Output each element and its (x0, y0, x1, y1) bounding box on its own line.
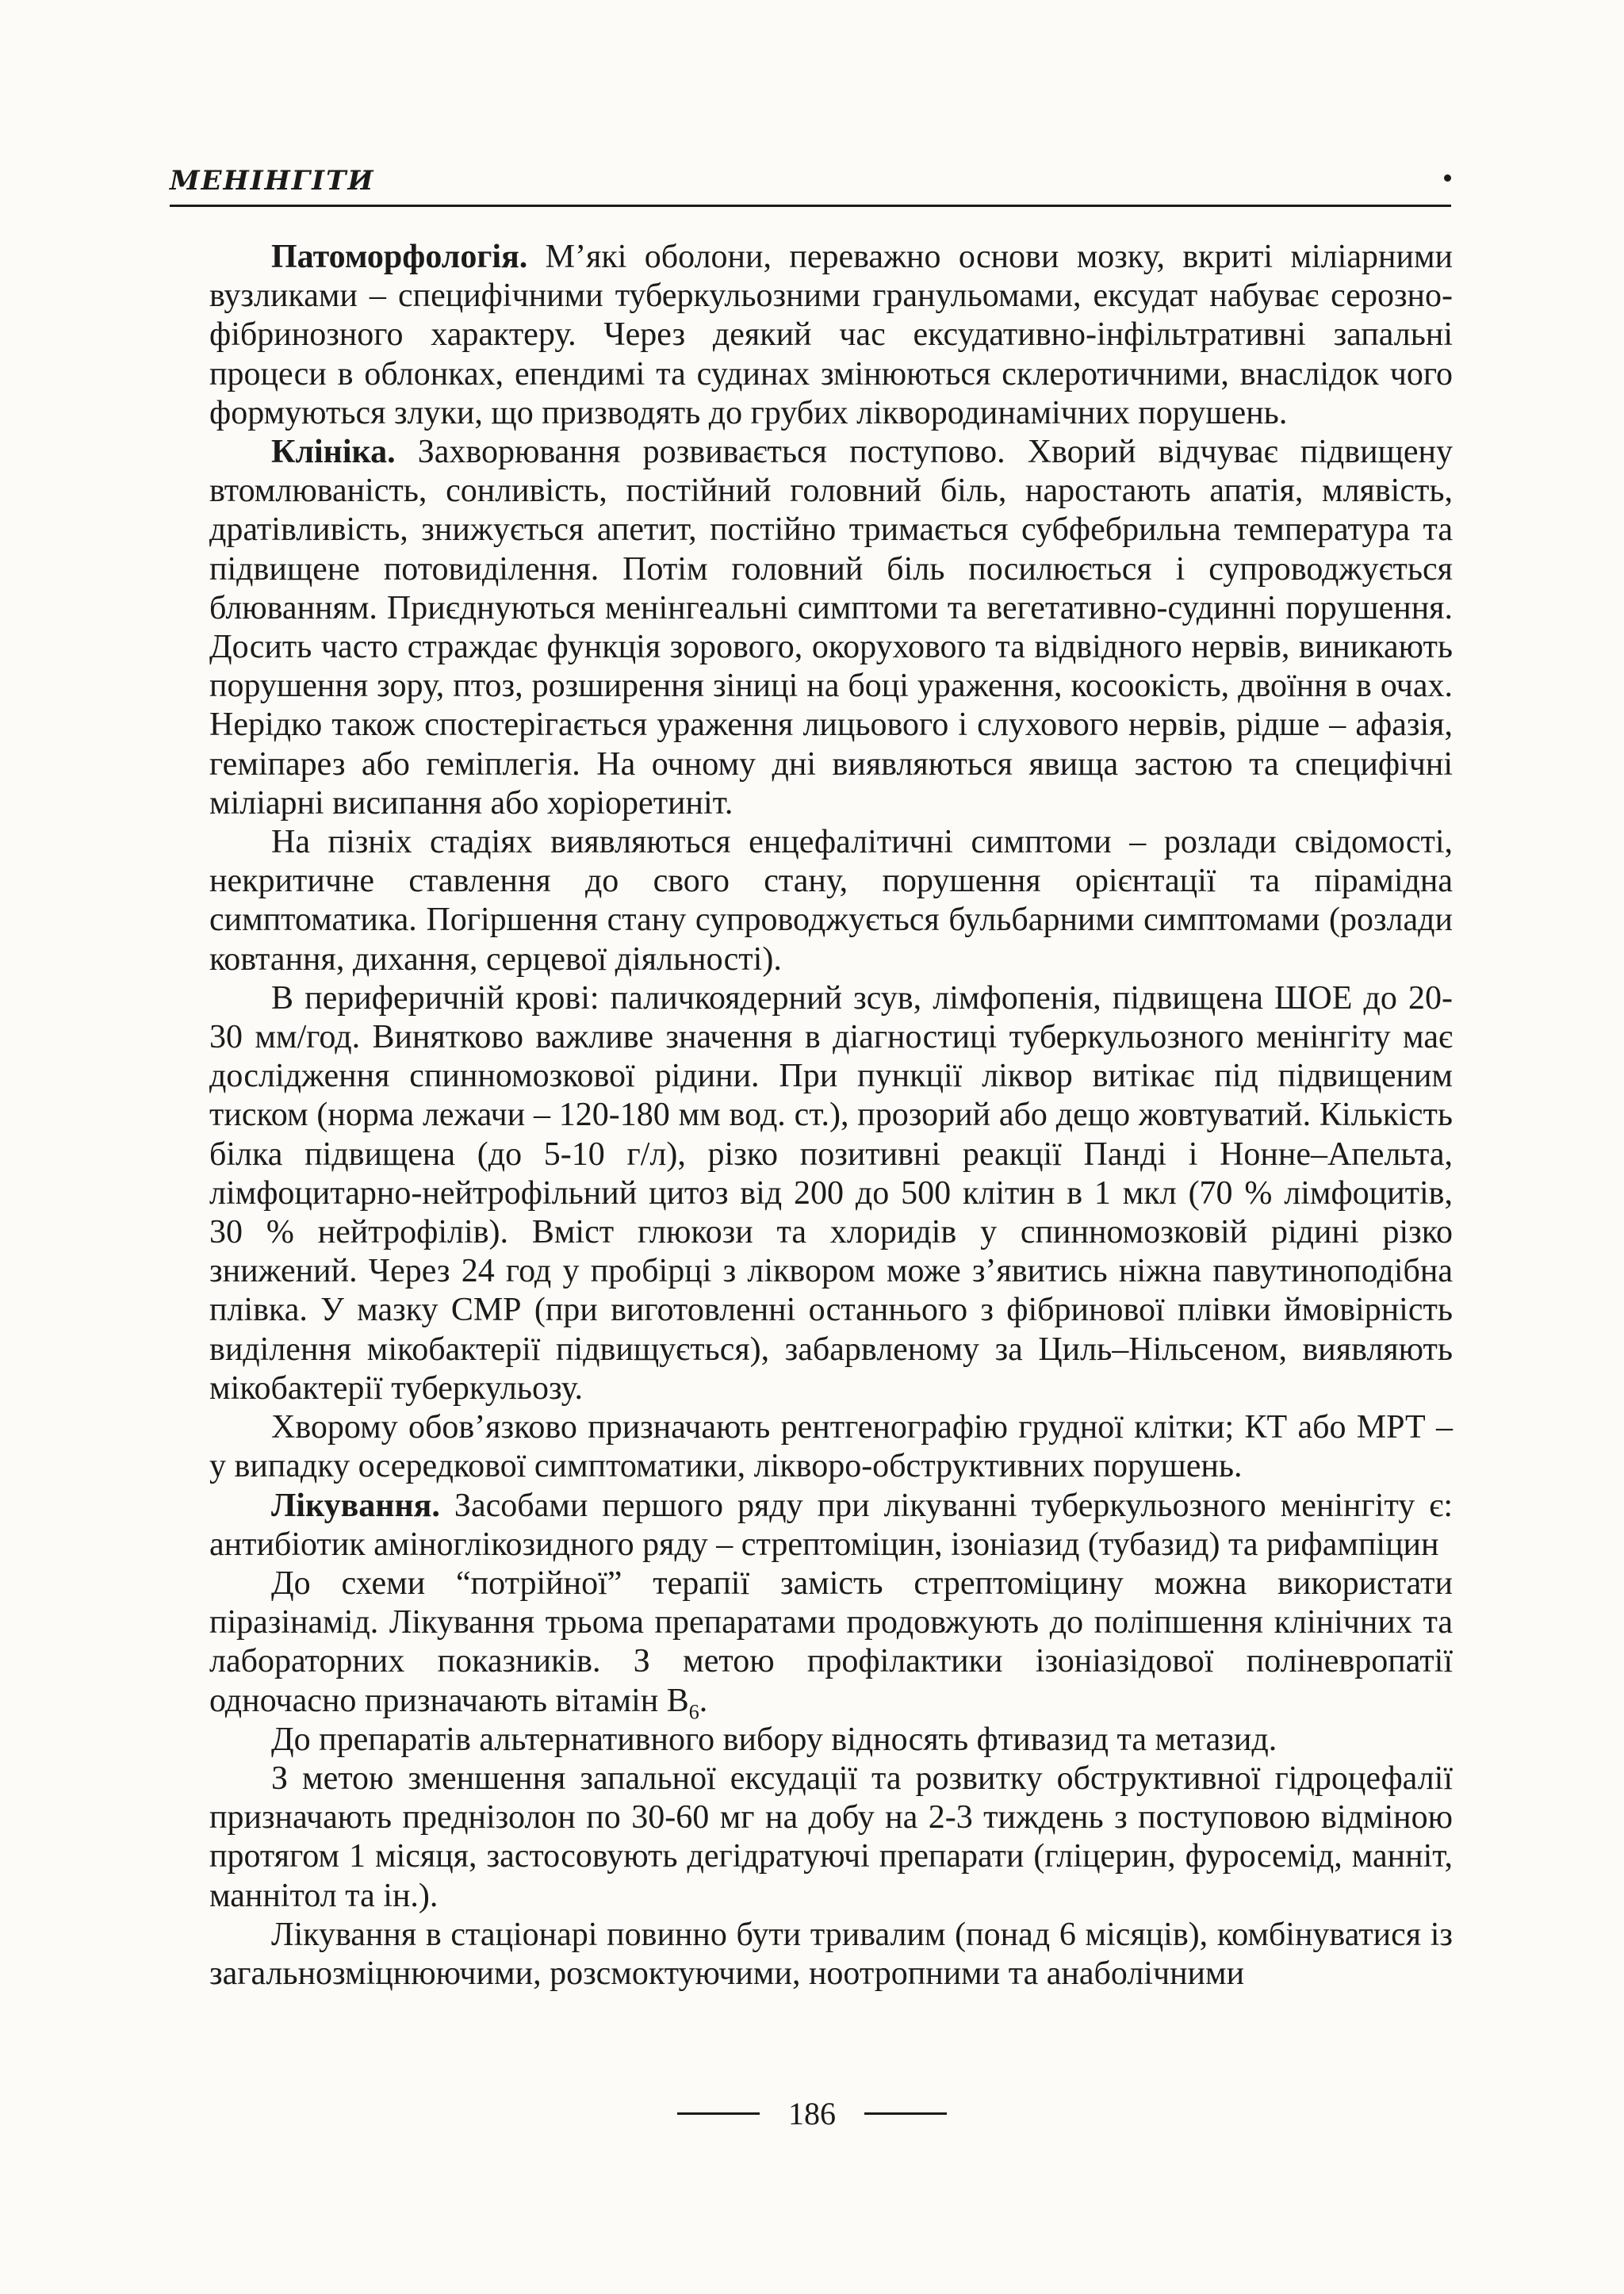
section-heading-pathomorphology: Патоморфологія. (271, 239, 528, 275)
paragraph-text: До схеми “потрійної” терапії замість стрептоміцину можна використати піразінамід. Лікування трьома препаратами продовжують до поліпшення клінічних та лабораторних показників. З метою профілактики ізоніазідової поліневропатії одночасно призначають вітамін В (209, 1564, 1453, 1719)
paragraph-text: М’які оболони, переважно основи мозку, вкриті міліарними вузликами – специфічними туберкульозними гранульомами, ексудат набуває серозно-фібринозного характеру. Через деякий час ексудативно-інфільтративні запальні процеси в облонках, епендимі та судинах змінюються склеротичними, внаслідок чого формуються злуки, що призводять до грубих ліквородинамічних порушень. (209, 239, 1453, 431)
footer-rule-left (677, 2112, 760, 2115)
body-text (209, 238, 1453, 1993)
paragraph-alternative-drugs (209, 1721, 1453, 1760)
paragraph-text: Хворому обов’язково призначають рентгенографію грудної клітки; КТ або МРТ – у випадку осередкової симптоматики, лікворо-обструктивних порушень. (209, 1409, 1453, 1485)
paragraph-text: До препаратів альтернативного вибору відносять фтивазид та метазид. (271, 1721, 1277, 1758)
paragraph-triple-therapy (209, 1564, 1453, 1721)
paragraph-text: Захворювання розвивається поступово. Хворий відчуває підвищену втомлюваність, сонливість, постійний головний біль, наростають апатія, млявість, дратівливість, знижується апетит, постійно тримається субфебрильна температура та підвищене потовиділення. Потім головний біль посилюється і супроводжується блюванням. Приєднуються менінгеальні симптоми та вегетативно-судинні порушення. Досить часто страждає функція зорового, окорухового та відвідного нервів, виникають порушення зору, птоз, розширення зіниці на боці ураження, косоокість, двоїння в очах. Нерідко також спостерігається ураження лицьового і слухового нервів, рідше – афазія, геміпарез або геміплегія. На очному дні виявляються явища застою та специфічні міліарні висипання або хоріоретиніт. (209, 434, 1453, 821)
section-heading-clinic: Клініка. (271, 434, 396, 471)
header-bullet-dot (1444, 174, 1451, 182)
vitamin-subscript: 6 (688, 1699, 699, 1723)
header-rule (170, 205, 1451, 207)
paragraph-diagnostics (209, 979, 1453, 1408)
paragraph-text: На пізніх стадіях виявляються енцефалітичні симптоми – розлади свідомості, некритичне ставлення до свого стану, порушення орієнтації та пірамідна симптоматика. Погіршення стану супроводжується бульбарними симптомами (розлади ковтання, дихання, серцевої діяльності). (209, 824, 1453, 978)
paragraph-text: Лікування в стаціонарі повинно бути тривалим (понад 6 місяців), комбінуватися із загальнозміцнюючими, розсмоктуючими, ноотропними та анаболічними (209, 1916, 1453, 1992)
footer-rule-right (864, 2112, 947, 2115)
paragraph-inpatient (209, 1916, 1453, 1993)
paragraph-treatment (209, 1487, 1453, 1564)
page-number: 186 (788, 2095, 836, 2131)
paragraph-clinic (209, 433, 1453, 823)
paragraph-text-tail: . (699, 1682, 708, 1719)
paragraph-text: В периферичній крові: паличкоядерний зсув, лімфопенія, підвищена ШОЕ до 20-30 мм/год. Винятково важливе значення в діагностиці туберкульозного менінгіту має дослідження спинномозкової рідини. При пункції ліквор витікає під підвищеним тиском (норма лежачи – 120-180 мм вод. ст.), прозорий або дещо жовтуватий. Кількість білка підвищена (до 5-10 г/л), різко позитивні реакції Панді і Нонне–Апельта, лімфоцитарно-нейтрофільний цитоз від 200 до 500 клітин в 1 мкл (70 % лімфоцитів, 30 % нейтрофілів). Вміст глюкози та хлоридів у спинномозковій рідині різко знижений. Через 24 год у пробірці з ліквором може з’явитись ніжна павутиноподібна плівка. У мазку СМР (при виготовленні останнього з фібринової плівки ймовірність виділення мікобактерії підвищується), забарвленому за Циль–Нільсеном, виявляють мікобактерії туберкульозу. (209, 979, 1453, 1407)
section-heading-treatment: Лікування. (271, 1487, 440, 1524)
paragraph-prednisolone (209, 1760, 1453, 1916)
paragraph-text: Засобами першого ряду при лікуванні туберкульозного менінгіту є: антибіотик аміноглікозидного ряду – стрептоміцин, ізоніазид (тубазид) та рифампіцин (209, 1487, 1453, 1563)
page-footer (0, 2093, 1624, 2133)
paragraph-imaging (209, 1408, 1453, 1486)
running-header-title: МЕНІНГІТИ (170, 165, 375, 197)
paragraph-pathomorphology (209, 238, 1453, 433)
paragraph-text: З метою зменшення запальної ексудації та розвитку обструктивної гідроцефалії призначають преднізолон по 30-60 мг на добу на 2-3 тиждень з поступовою відміною протягом 1 місяця, застосовують дегідратуючі препарати (гліцерин, фуросемід, манніт, маннітол та ін.). (209, 1760, 1453, 1914)
paragraph-late-stages (209, 823, 1453, 979)
running-header (170, 160, 1451, 208)
